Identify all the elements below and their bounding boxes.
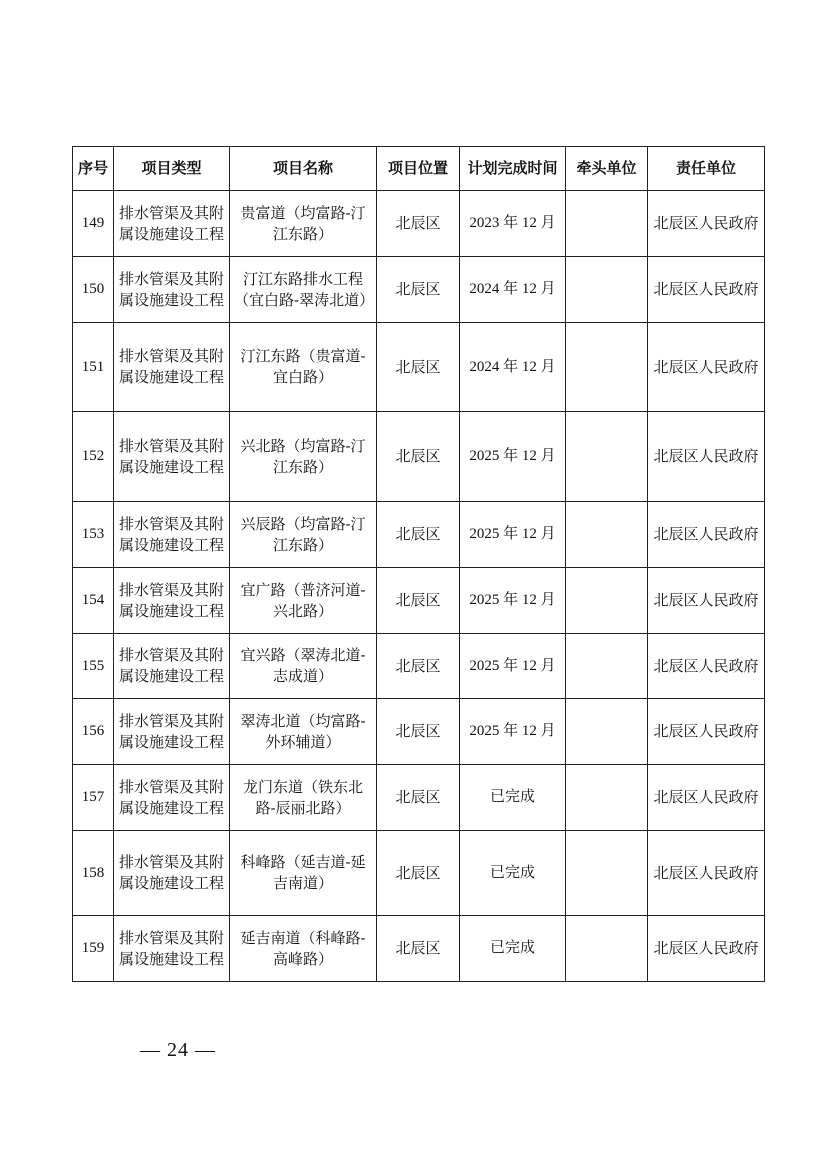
table-row — [73, 412, 765, 502]
header-resp: 责任单位 — [648, 147, 765, 191]
cell-type: 排水管渠及其附属设施建设工程 — [114, 916, 230, 982]
cell-name: 宜广路（普济河道-兴北路） — [230, 568, 377, 634]
header-seq: 序号 — [73, 147, 114, 191]
cell-seq: 150 — [73, 257, 114, 323]
header-location: 项目位置 — [377, 147, 460, 191]
cell-lead — [566, 323, 648, 412]
cell-type: 排水管渠及其附属设施建设工程 — [114, 323, 230, 412]
table-row — [73, 257, 765, 323]
cell-time: 2025 年 12 月 — [460, 568, 566, 634]
cell-location: 北辰区 — [377, 765, 460, 831]
cell-resp: 北辰区人民政府 — [648, 699, 765, 765]
page-number: — 24 — — [140, 1039, 216, 1061]
table-row — [73, 323, 765, 412]
cell-seq: 149 — [73, 191, 114, 257]
cell-location: 北辰区 — [377, 699, 460, 765]
cell-name: 宜兴路（翠涛北道-志成道） — [230, 634, 377, 699]
cell-resp: 北辰区人民政府 — [648, 323, 765, 412]
cell-name: 翠涛北道（均富路-外环辅道） — [230, 699, 377, 765]
cell-name: 延吉南道（科峰路-高峰路） — [230, 916, 377, 982]
cell-name: 兴辰路（均富路-汀江东路） — [230, 502, 377, 568]
cell-lead — [566, 831, 648, 916]
header-lead: 牵头单位 — [566, 147, 648, 191]
cell-name: 汀江东路排水工程（宜白路-翠涛北道） — [230, 257, 377, 323]
cell-time: 2025 年 12 月 — [460, 699, 566, 765]
cell-resp: 北辰区人民政府 — [648, 412, 765, 502]
table-row — [73, 831, 765, 916]
cell-seq: 156 — [73, 699, 114, 765]
cell-location: 北辰区 — [377, 831, 460, 916]
cell-time: 2025 年 12 月 — [460, 502, 566, 568]
cell-name: 科峰路（延吉道-延吉南道） — [230, 831, 377, 916]
cell-type: 排水管渠及其附属设施建设工程 — [114, 831, 230, 916]
cell-seq: 157 — [73, 765, 114, 831]
cell-location: 北辰区 — [377, 191, 460, 257]
cell-name: 汀江东路（贵富道-宜白路） — [230, 323, 377, 412]
cell-type: 排水管渠及其附属设施建设工程 — [114, 568, 230, 634]
table-row — [73, 916, 765, 982]
table-row — [73, 502, 765, 568]
cell-type: 排水管渠及其附属设施建设工程 — [114, 634, 230, 699]
cell-location: 北辰区 — [377, 502, 460, 568]
cell-location: 北辰区 — [377, 257, 460, 323]
cell-lead — [566, 568, 648, 634]
cell-resp: 北辰区人民政府 — [648, 916, 765, 982]
cell-name: 贵富道（均富路-汀江东路） — [230, 191, 377, 257]
cell-location: 北辰区 — [377, 323, 460, 412]
cell-lead — [566, 699, 648, 765]
cell-type: 排水管渠及其附属设施建设工程 — [114, 191, 230, 257]
cell-time: 2023 年 12 月 — [460, 191, 566, 257]
cell-time: 2025 年 12 月 — [460, 634, 566, 699]
cell-time: 2024 年 12 月 — [460, 257, 566, 323]
cell-seq: 155 — [73, 634, 114, 699]
cell-lead — [566, 634, 648, 699]
cell-lead — [566, 412, 648, 502]
cell-seq: 152 — [73, 412, 114, 502]
cell-type: 排水管渠及其附属设施建设工程 — [114, 412, 230, 502]
table-row — [73, 191, 765, 257]
cell-name: 龙门东道（铁东北路-辰丽北路） — [230, 765, 377, 831]
cell-location: 北辰区 — [377, 568, 460, 634]
cell-resp: 北辰区人民政府 — [648, 831, 765, 916]
cell-type: 排水管渠及其附属设施建设工程 — [114, 502, 230, 568]
cell-resp: 北辰区人民政府 — [648, 634, 765, 699]
cell-location: 北辰区 — [377, 916, 460, 982]
cell-lead — [566, 765, 648, 831]
cell-lead — [566, 257, 648, 323]
cell-seq: 153 — [73, 502, 114, 568]
cell-seq: 154 — [73, 568, 114, 634]
cell-type: 排水管渠及其附属设施建设工程 — [114, 257, 230, 323]
cell-seq: 159 — [73, 916, 114, 982]
header-time: 计划完成时间 — [460, 147, 566, 191]
table-row — [73, 634, 765, 699]
cell-lead — [566, 502, 648, 568]
table-row — [73, 699, 765, 765]
cell-type: 排水管渠及其附属设施建设工程 — [114, 765, 230, 831]
header-type: 项目类型 — [114, 147, 230, 191]
cell-seq: 158 — [73, 831, 114, 916]
cell-time: 2024 年 12 月 — [460, 323, 566, 412]
cell-time: 已完成 — [460, 916, 566, 982]
cell-lead — [566, 191, 648, 257]
header-name: 项目名称 — [230, 147, 377, 191]
cell-type: 排水管渠及其附属设施建设工程 — [114, 699, 230, 765]
project-table — [72, 146, 765, 982]
cell-time: 已完成 — [460, 765, 566, 831]
cell-name: 兴北路（均富路-汀江东路） — [230, 412, 377, 502]
table-header-row — [73, 147, 765, 191]
cell-resp: 北辰区人民政府 — [648, 568, 765, 634]
cell-resp: 北辰区人民政府 — [648, 257, 765, 323]
cell-resp: 北辰区人民政府 — [648, 502, 765, 568]
cell-location: 北辰区 — [377, 412, 460, 502]
cell-location: 北辰区 — [377, 634, 460, 699]
table-row — [73, 568, 765, 634]
cell-lead — [566, 916, 648, 982]
cell-seq: 151 — [73, 323, 114, 412]
cell-time: 已完成 — [460, 831, 566, 916]
cell-time: 2025 年 12 月 — [460, 412, 566, 502]
cell-resp: 北辰区人民政府 — [648, 765, 765, 831]
cell-resp: 北辰区人民政府 — [648, 191, 765, 257]
table-row — [73, 765, 765, 831]
